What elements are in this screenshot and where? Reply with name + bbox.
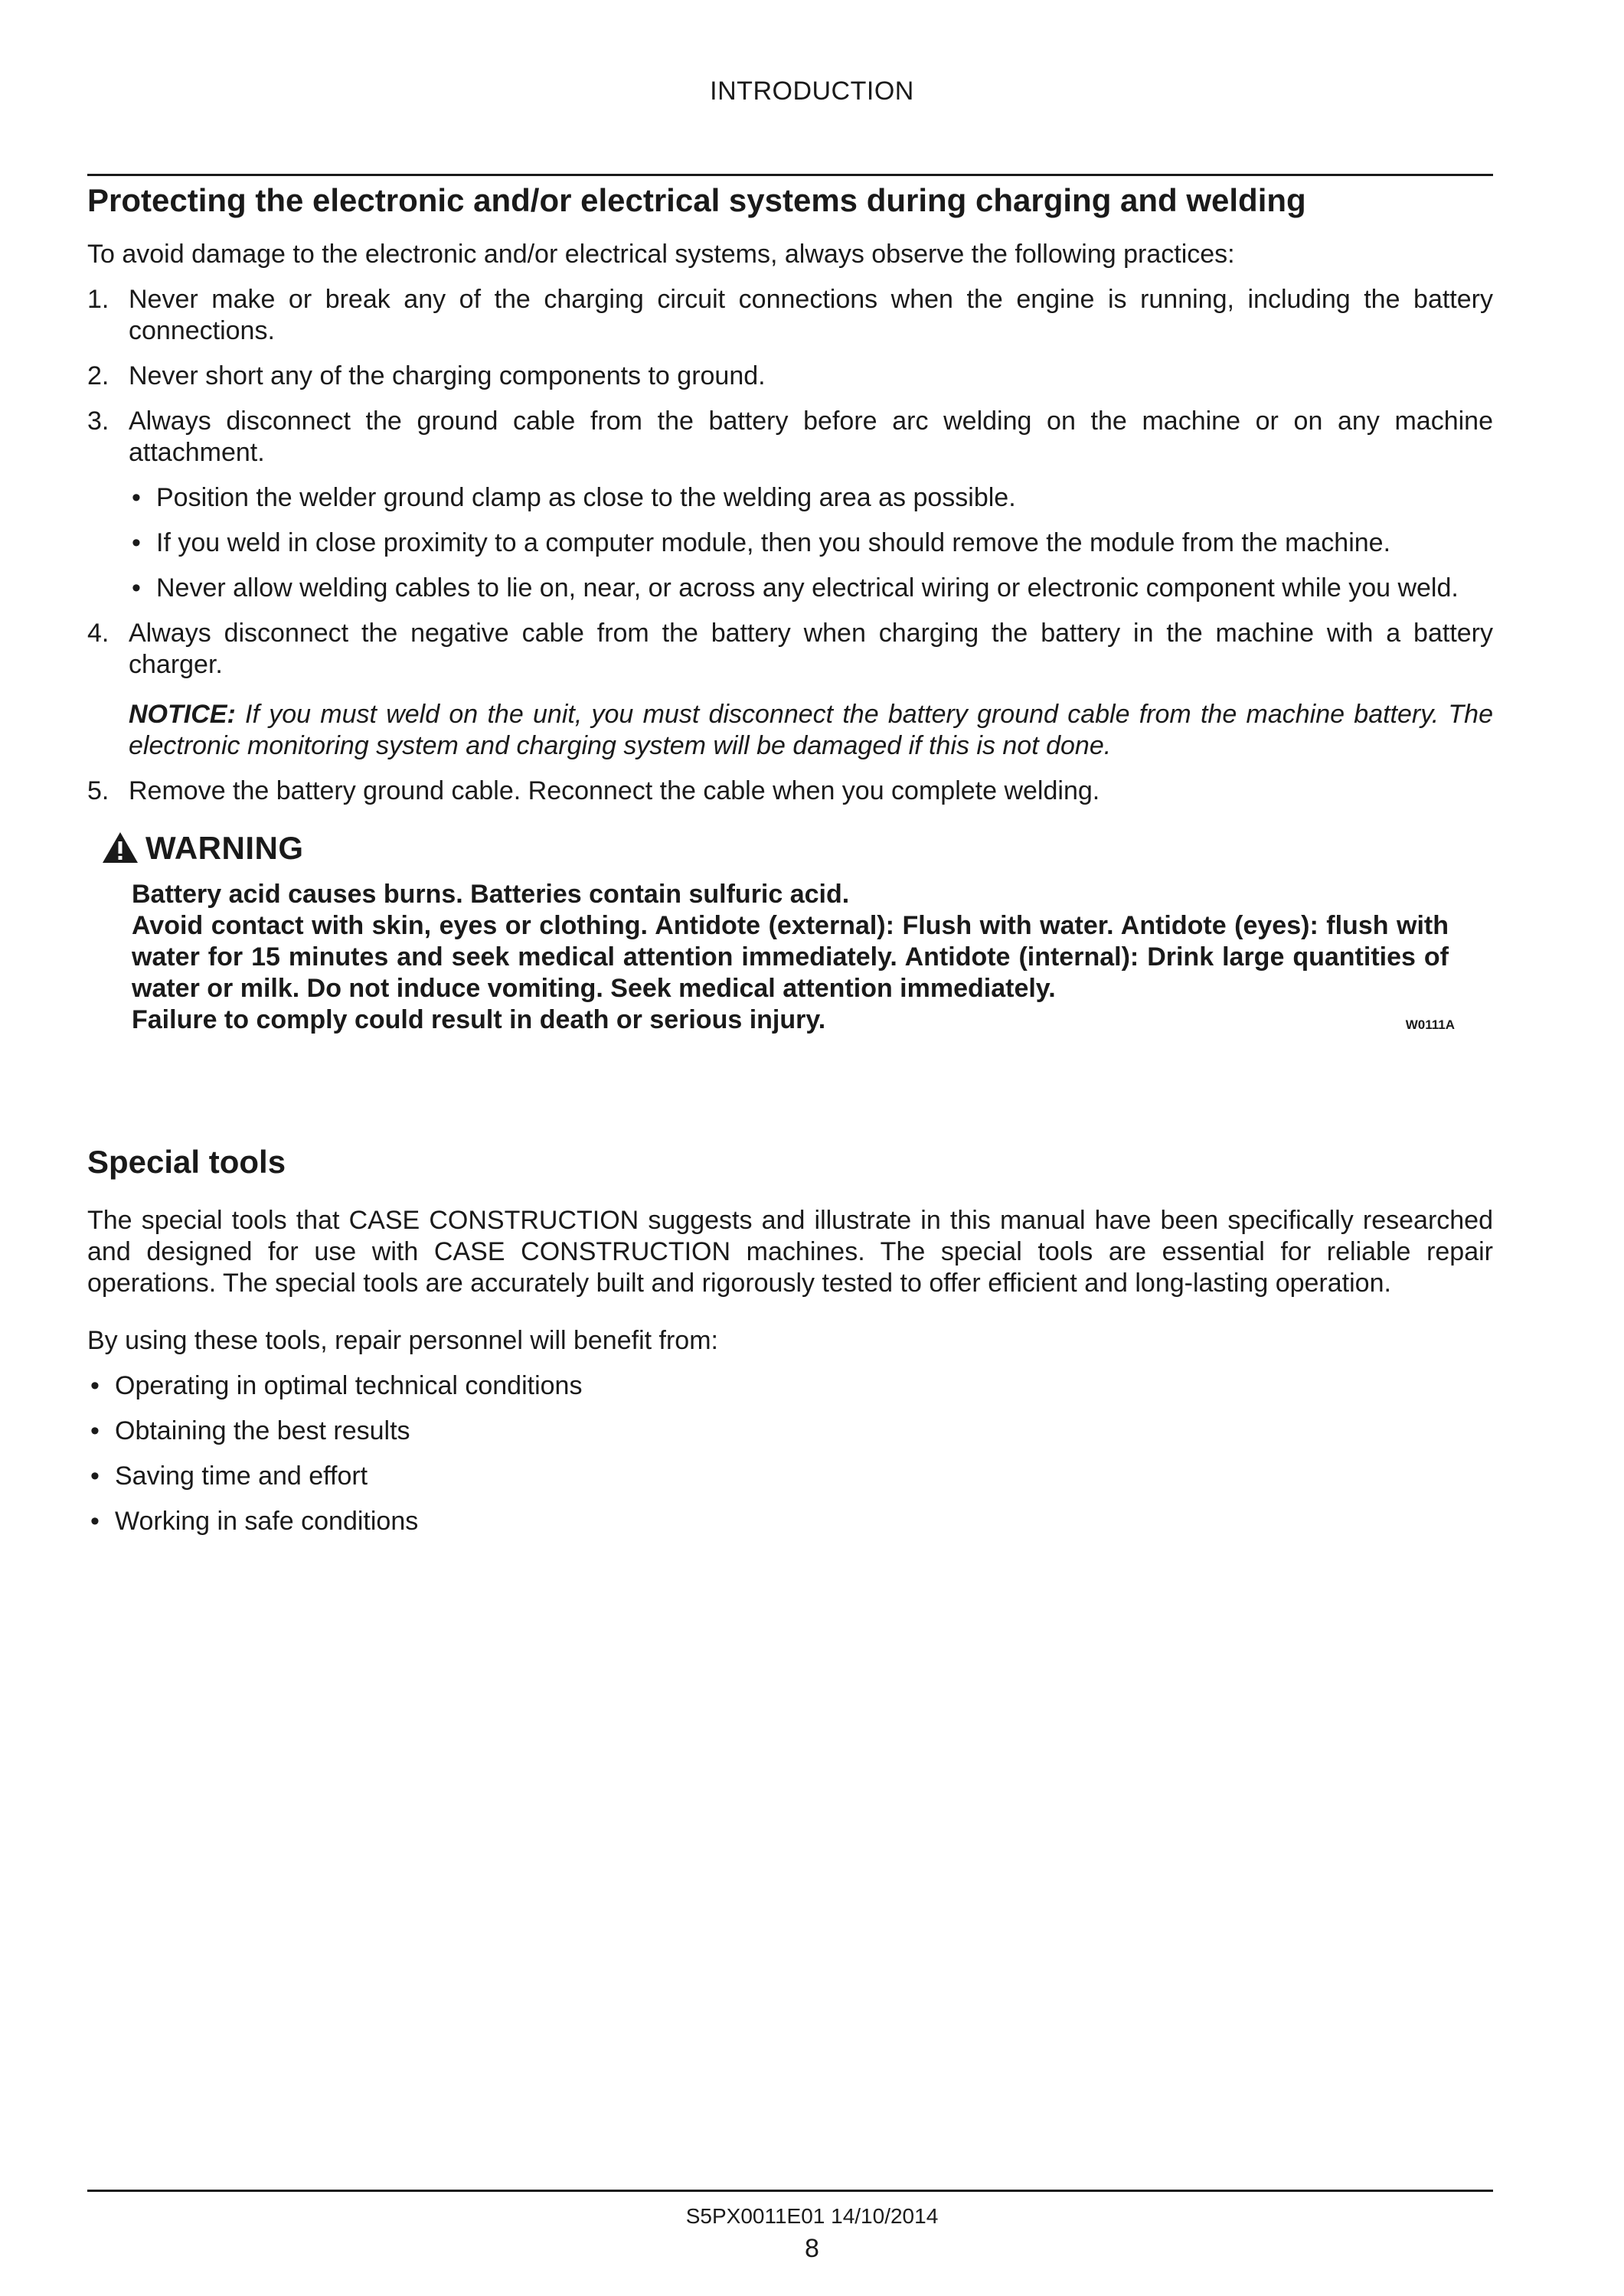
bullet-text: Operating in optimal technical conditions bbox=[115, 1371, 583, 1400]
practices-list bbox=[87, 284, 1493, 807]
special-tools-benefits-intro: By using these tools, repair personnel will benefit from: bbox=[87, 1326, 718, 1355]
bullet-text: Obtaining the best results bbox=[115, 1416, 410, 1445]
section-heading-special-tools: Special tools bbox=[87, 1144, 286, 1180]
warning-title bbox=[101, 828, 304, 867]
bullet-icon: • bbox=[90, 1371, 100, 1400]
notice-text: If you must weld on the unit, you must disconnect the battery ground cable from the machine battery. The electronic monitoring system and charging system will be damaged if this is not done. bbox=[129, 700, 1493, 760]
warning-title-text: WARNING bbox=[145, 829, 304, 866]
list-item-text: Remove the battery ground cable. Reconnect the cable when you complete welding. bbox=[129, 776, 1100, 805]
header-rule bbox=[87, 174, 1493, 176]
warning-line: Failure to comply could result in death or serious injury. bbox=[132, 1005, 826, 1034]
list-item bbox=[87, 618, 1493, 762]
document-code: S5PX0011E01 14/10/2014 bbox=[685, 2204, 939, 2228]
page-number: 8 bbox=[805, 2234, 819, 2263]
bullet-text: Position the welder ground clamp as close to the welding area as possible. bbox=[156, 483, 1016, 512]
bullet-item bbox=[129, 527, 1493, 559]
section-intro: To avoid damage to the electronic and/or electrical systems, always observe the following practices: bbox=[87, 240, 1235, 269]
list-number: 3. bbox=[87, 407, 109, 436]
bullet-item bbox=[87, 1416, 1493, 1447]
page-header: INTRODUCTION bbox=[710, 77, 914, 106]
list-number: 2. bbox=[87, 361, 109, 390]
page-content bbox=[87, 181, 1493, 1537]
notice-block bbox=[129, 699, 1493, 762]
list-number: 5. bbox=[87, 776, 109, 805]
welding-bullets bbox=[129, 482, 1493, 604]
bullet-text: Never allow welding cables to lie on, near, or across any electrical wiring or electronic component while you weld. bbox=[156, 573, 1459, 603]
warning-line: Battery acid causes burns. Batteries contain sulfuric acid. bbox=[132, 880, 850, 909]
warning-code: W0111A bbox=[1405, 1017, 1455, 1032]
list-item-text: Never make or break any of the charging circuit connections when the engine is running, including the battery connections. bbox=[129, 285, 1493, 345]
bullet-item bbox=[87, 1370, 1493, 1402]
bullet-icon: • bbox=[90, 1462, 100, 1491]
list-item-text: Always disconnect the negative cable from the battery when charging the battery in the machine with a battery charger. bbox=[129, 619, 1493, 679]
bullet-icon: • bbox=[90, 1416, 100, 1445]
list-item-text: Always disconnect the ground cable from the battery before arc welding on the machine or on any machine attachment. bbox=[129, 407, 1493, 467]
list-number: 4. bbox=[87, 619, 109, 648]
list-item bbox=[87, 406, 1493, 604]
footer-rule bbox=[87, 2190, 1493, 2192]
warning-box bbox=[101, 828, 1479, 1058]
notice-label: NOTICE: bbox=[129, 700, 236, 729]
bullet-icon: • bbox=[132, 573, 141, 603]
bullet-item bbox=[129, 573, 1493, 604]
bullet-icon: • bbox=[132, 528, 141, 557]
bullet-text: If you weld in close proximity to a computer module, then you should remove the module from the machine. bbox=[156, 528, 1391, 557]
bullet-icon: • bbox=[132, 483, 141, 512]
bullet-text: Saving time and effort bbox=[115, 1462, 368, 1491]
list-item bbox=[87, 361, 1493, 392]
warning-line: Avoid contact with skin, eyes or clothing. Antidote (external): Flush with water. Antidote (eyes): flush with water for 15 minutes and seek medical attention immediately. Antidote (internal): Drink large quantities of water or milk. Do not induce vomiting. Seek medical attention immediately. bbox=[132, 911, 1449, 1003]
benefits-list bbox=[87, 1370, 1493, 1537]
warning-triangle-icon bbox=[101, 831, 139, 864]
list-number: 1. bbox=[87, 285, 109, 314]
special-tools-paragraph: The special tools that CASE CONSTRUCTION suggests and illustrate in this manual have been specifically researched and designed for use with CASE CONSTRUCTION machines. The special tools are essential for reliable repair operations. The special tools are accurately built and rigorously tested to offer efficient and long-lasting operation. bbox=[87, 1206, 1493, 1298]
bullet-item bbox=[129, 482, 1493, 514]
bullet-text: Working in safe conditions bbox=[115, 1507, 419, 1536]
warning-body bbox=[132, 879, 1449, 1036]
list-item bbox=[87, 776, 1493, 807]
bullet-icon: • bbox=[90, 1507, 100, 1536]
list-item-text: Never short any of the charging components to ground. bbox=[129, 361, 766, 390]
list-item bbox=[87, 284, 1493, 347]
bullet-item bbox=[87, 1461, 1493, 1492]
bullet-item bbox=[87, 1506, 1493, 1537]
section-heading-protecting: Protecting the electronic and/or electrical systems during charging and welding bbox=[87, 182, 1306, 218]
